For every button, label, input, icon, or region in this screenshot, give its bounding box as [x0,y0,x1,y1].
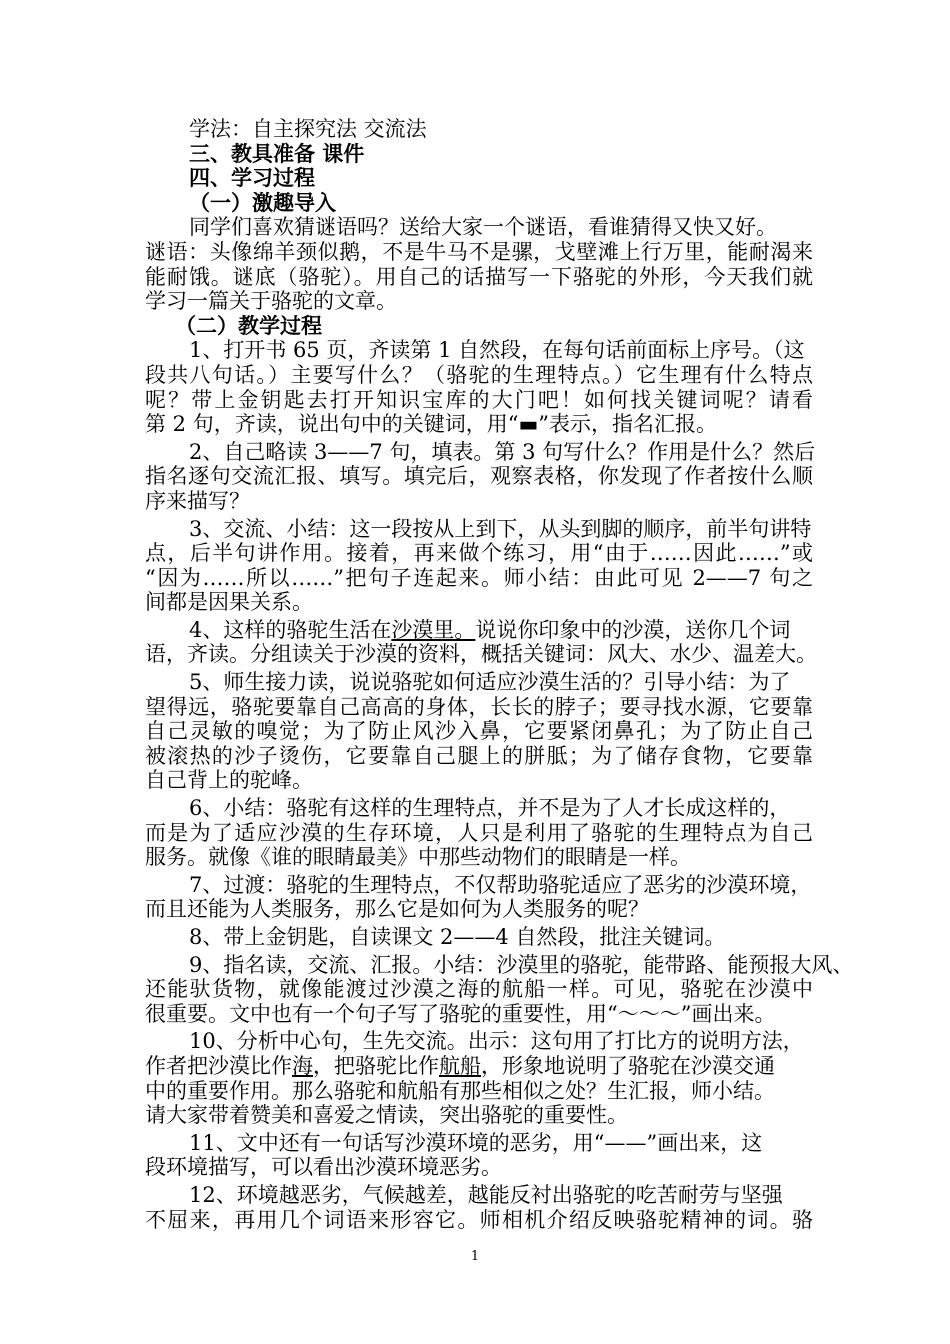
underlined-term: 航船 [439,1053,481,1078]
item-10 [145,1029,813,1127]
page-number: 1 [470,1249,480,1264]
paragraph-line: 12、环境越恶劣，气候越差，越能反衬出骆驼的吃苦耐劳与坚强 [189,1182,783,1207]
paragraph-line: 中的重要作用。那么骆驼和航船有那些相似之处？生汇报，师小结。 [145,1078,775,1103]
study-method-line: 学法：自主探究法 交流法 [189,117,427,141]
paragraph-line: 谜语：头像绵羊颈似鹅，不是牛马不是骡，戈壁滩上行万里，能耐渴来 [145,239,813,264]
paragraph-line: 很重要。文中也有一个句子写了骆驼的重要性，用“～～～”画出来。 [145,1001,776,1026]
paragraph-line: 被滚热的沙子烫伤，它要靠自己腿上的胼胝；为了储存食物，它要靠 [145,743,813,768]
item-2 [145,439,816,514]
item-7 [145,873,813,922]
text-run: ，形象地说明了骆驼在沙漠交通 [481,1053,775,1078]
paragraph-line: 而是为了适应沙漠的生存环境，人只是利用了骆驼的生理特点为自己 [145,820,813,845]
paragraph-line: 1、打开书 65 页，齐读第 1 自然段，在每句话前面标上序号。（这 [189,338,805,363]
paragraph-line [145,618,813,643]
item-8 [145,925,813,950]
paragraph-line: 3、交流、小结：这一段按从上到下，从头到脚的顺序，前半句讲特 [189,516,812,541]
paragraph-line: 6、小结：骆驼有这样的生理特点，并不是为了人才长成这样的， [189,796,791,821]
paragraph-line: 能耐饿。谜底（骆驼）。用自己的话描写一下骆驼的外形，今天我们就 [145,264,813,289]
item-1 [145,338,813,436]
paragraph-line: 语，齐读。分组读关于沙漠的资料，概括关键词：风大、水少、温差大。 [145,642,817,667]
paragraph-line [145,1054,813,1079]
paragraph-line: 2、自己略读 3——7 句，填表。第 3 句写什么？作用是什么？然后 [189,439,816,464]
paragraph-line: 望得远，骆驼要靠自己高高的身体，长长的脖子；要寻找水源，它要靠 [145,694,813,719]
paragraph-line: 11、文中还有一句话写沙漠环境的恶劣，用“——”画出来，这 [189,1130,763,1155]
paragraph-line: 还能驮货物，就像能渡过沙漠之海的航船一样。可见，骆驼在沙漠中 [145,977,813,1002]
paragraph-line: 请大家带着赞美和喜爱之情读，突出骆驼的重要性。 [145,1103,628,1128]
paragraph-line: 点，后半句讲作用。接着，再来做个练习，用“由于……因此……”或 [145,541,813,566]
paragraph-line: 第 2 句，齐读，说出句中的关键词，用“▬”表示，指名汇报。 [145,412,718,437]
paragraph-line: 服务。就像《谁的眼睛最美》中那些动物们的眼睛是一样。 [145,845,691,870]
item-4 [145,617,817,667]
text-run: 说说你印象中的沙漠，送你几个词 [475,617,791,642]
paragraph-line: 同学们喜欢猜谜语吗？送给大家一个谜语，看谁猜得又快又好。 [189,215,777,240]
paragraph-line: “因为……所以……”把句子连起来。师小结：由此可见 2——7 句之 [145,565,813,590]
document-body [145,117,854,1232]
item-6 [145,796,813,870]
intro-paragraph [145,215,813,313]
text-run: 作者把沙漠比作 [145,1053,292,1078]
paragraph-line: 间都是因果关系。 [145,590,313,615]
text-run: 4、这样的骆驼生活在 [189,617,392,642]
section-heading-process: 四、学习过程 [189,165,315,191]
underlined-term: 海 [292,1053,313,1078]
paragraph-line: 学习一篇关于骆驼的文章。 [145,289,397,314]
paragraph-line: 8、带上金钥匙，自读课文 2——4 自然段，批注关键词。 [189,925,726,949]
paragraph-line: 9、指名读，交流、汇报。小结：沙漠里的骆驼，能带路、能预报大风、 [189,952,854,977]
section-heading-materials: 三、教具准备 课件 [189,140,365,166]
paragraph-line: 而且还能为人类服务，那么它是如何为人类服务的呢？ [145,897,649,922]
paragraph-line: 5、师生接力读，说说骆驼如何适应沙漠生活的？引导小结：为了 [189,670,791,695]
text-run: ，把骆驼比作 [313,1053,439,1078]
paragraph-line: 7、过渡：骆驼的生理特点，不仅帮助骆驼适应了恶劣的沙漠环境， [189,872,812,897]
subsection-heading-teaching: （二）教学过程 [175,312,322,338]
paragraph-line: 不屈来，再用几个词语来形容它。师相机介绍反映骆驼精神的词。骆 [145,1207,813,1232]
paragraph-line: 序来描写？ [145,488,250,513]
paragraph-line: 段环境描写，可以看出沙漠环境恶劣。 [145,1155,502,1180]
paragraph-line: 呢？带上金钥匙去打开知识宝库的大门吧！如何找关键词呢？请看 [145,387,813,412]
paragraph-line: 段共八句话。）主要写什么？（骆驼的生理特点。）它生理有什么特点 [145,362,813,387]
item-12 [145,1183,813,1232]
paragraph-line: 自己背上的驼峰。 [145,768,313,793]
paragraph-line: 自己灵敏的嗅觉；为了防止风沙入鼻，它要紧闭鼻孔；为了防止自己 [145,719,813,744]
subsection-heading-intro: （一）激趣导入 [189,189,336,215]
item-3 [145,517,813,615]
item-11 [145,1131,813,1180]
underlined-term: 沙漠里。 [391,617,476,642]
item-9 [145,952,854,1027]
paragraph-line: 指名逐句交流汇报、填写。填完后，观察表格，你发现了作者按什么顺 [145,464,813,489]
item-5 [145,670,813,793]
paragraph-line: 10、分析中心句，生先交流。出示：这句用了打比方的说明方法， [189,1029,804,1054]
